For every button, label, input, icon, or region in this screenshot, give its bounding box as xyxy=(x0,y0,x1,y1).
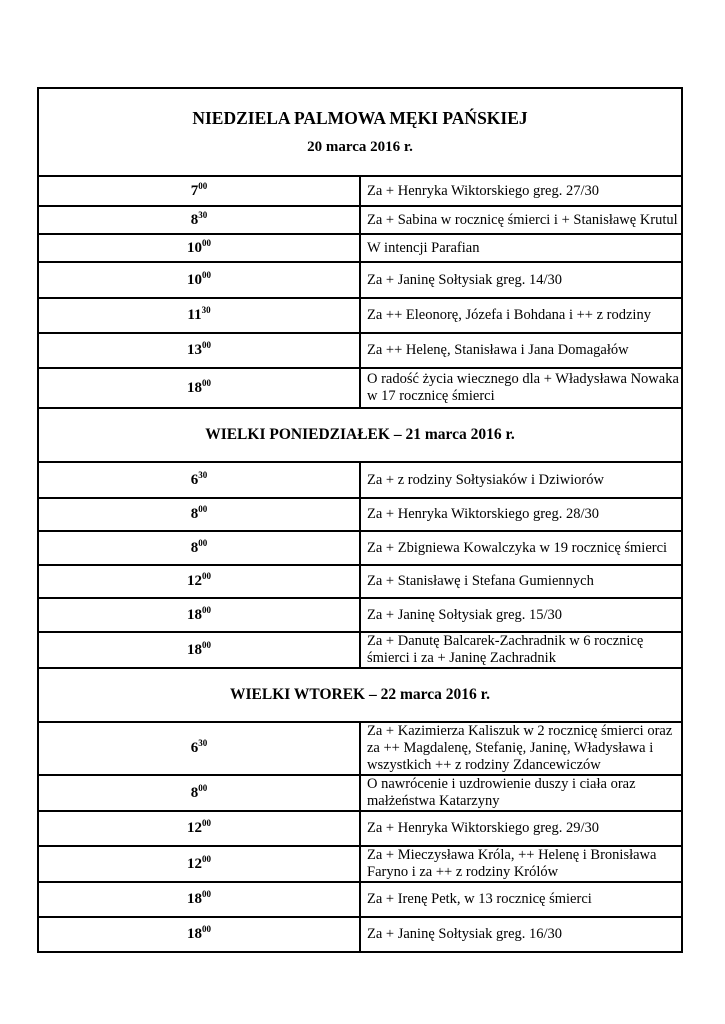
mass-intention: Za + Irenę Petk, w 13 rocznicę śmierci xyxy=(360,882,682,917)
mass-time: $8^{00}$ xyxy=(38,498,360,531)
section-title: NIEDZIELA PALMOWA MĘKI PAŃSKIEJ xyxy=(192,108,528,128)
mass-intention: Za + Stanisławę i Stefana Gumiennych xyxy=(360,565,682,598)
table-row xyxy=(38,176,682,206)
mass-time: $7^{00}$ xyxy=(38,176,360,206)
mass-time: $10^{00}$ xyxy=(38,234,360,262)
mass-intention: Za + Zbigniewa Kowalczyka w 19 rocznicę śmierci xyxy=(360,531,682,565)
table-row xyxy=(38,262,682,298)
mass-time: $18^{00}$ xyxy=(38,368,360,408)
mass-schedule-table xyxy=(37,87,683,953)
mass-time: $12^{00}$ xyxy=(38,565,360,598)
mass-time: $18^{00}$ xyxy=(38,632,360,668)
mass-intention: Za + Henryka Wiktorskiego greg. 29/30 xyxy=(360,811,682,846)
mass-intention: Za + Sabina w rocznicę śmierci i + Stanisławę Krutul xyxy=(360,206,682,234)
section-title: WIELKI PONIEDZIAŁEK – 21 marca 2016 r. xyxy=(205,426,515,443)
mass-intention: Za ++ Eleonorę, Józefa i Bohdana i ++ z rodziny xyxy=(360,298,682,333)
section-header-row xyxy=(38,668,682,722)
mass-intention: W intencji Parafian xyxy=(360,234,682,262)
table-row xyxy=(38,811,682,846)
mass-time: $12^{00}$ xyxy=(38,811,360,846)
table-row xyxy=(38,917,682,952)
section-header xyxy=(38,88,682,176)
table-row xyxy=(38,206,682,234)
mass-time: $18^{00}$ xyxy=(38,917,360,952)
mass-intention: Za + Mieczysława Króla, ++ Helenę i Bronisława Faryno i za ++ z rodziny Królów xyxy=(360,846,682,882)
mass-intention: O nawrócenie i uzdrowienie duszy i ciała oraz małżeństwa Katarzyny xyxy=(360,775,682,811)
table-row xyxy=(38,531,682,565)
table-row xyxy=(38,462,682,498)
mass-intention: Za + Henryka Wiktorskiego greg. 28/30 xyxy=(360,498,682,531)
mass-intention: Za + Kazimierza Kaliszuk w 2 rocznicę śmierci oraz za ++ Magdalenę, Stefanię, Janinę, Władysława i wszystkich ++ z rodziny Zdancewiczów xyxy=(360,722,682,775)
mass-intention: Za + Janinę Sołtysiak greg. 16/30 xyxy=(360,917,682,952)
section-date: 20 marca 2016 r. xyxy=(307,139,413,155)
mass-time: $18^{00}$ xyxy=(38,598,360,632)
mass-intention: Za + z rodziny Sołtysiaków i Dziwiorów xyxy=(360,462,682,498)
mass-time: $6^{30}$ xyxy=(38,722,360,775)
mass-time: $8^{00}$ xyxy=(38,531,360,565)
table-row xyxy=(38,368,682,408)
mass-time: $8^{00}$ xyxy=(38,775,360,811)
table-row xyxy=(38,722,682,775)
mass-intention: O radość życia wiecznego dla + Władysława Nowaka w 17 rocznicę śmierci xyxy=(360,368,682,408)
section-title: WIELKI WTOREK – 22 marca 2016 r. xyxy=(230,686,490,703)
table-row xyxy=(38,775,682,811)
table-row xyxy=(38,598,682,632)
section-header-row xyxy=(38,408,682,462)
table-row xyxy=(38,498,682,531)
table-row xyxy=(38,846,682,882)
section-header xyxy=(38,408,682,462)
mass-intention: Za ++ Helenę, Stanisława i Jana Domagałów xyxy=(360,333,682,368)
mass-time: $13^{00}$ xyxy=(38,333,360,368)
mass-time: $12^{00}$ xyxy=(38,846,360,882)
section-header-row xyxy=(38,88,682,176)
table-row xyxy=(38,298,682,333)
mass-intention: Za + Danutę Balcarek-Zachradnik w 6 rocznicę śmierci i za + Janinę Zachradnik xyxy=(360,632,682,668)
mass-intention: Za + Janinę Sołtysiak greg. 14/30 xyxy=(360,262,682,298)
table-row xyxy=(38,882,682,917)
table-row xyxy=(38,565,682,598)
mass-intention: Za + Henryka Wiktorskiego greg. 27/30 xyxy=(360,176,682,206)
mass-intention: Za + Janinę Sołtysiak greg. 15/30 xyxy=(360,598,682,632)
mass-time: $11^{30}$ xyxy=(38,298,360,333)
mass-time: $18^{00}$ xyxy=(38,882,360,917)
mass-time: $8^{30}$ xyxy=(38,206,360,234)
table-row xyxy=(38,234,682,262)
mass-time: $10^{00}$ xyxy=(38,262,360,298)
section-header xyxy=(38,668,682,722)
table-row xyxy=(38,333,682,368)
table-row xyxy=(38,632,682,668)
mass-time: $6^{30}$ xyxy=(38,462,360,498)
